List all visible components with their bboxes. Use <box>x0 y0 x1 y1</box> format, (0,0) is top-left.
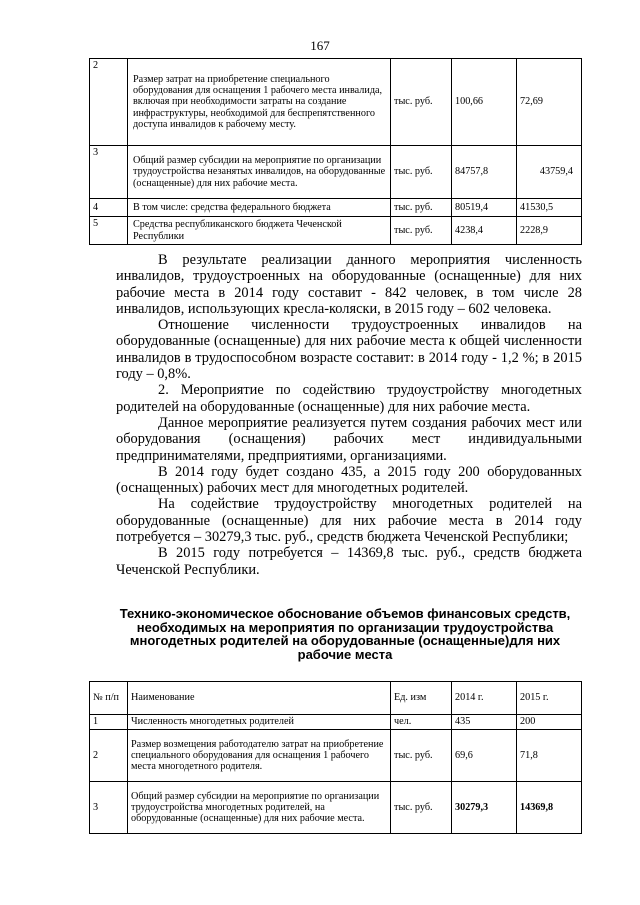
paragraph: На содействие трудоустройству многодетных родителей на оборудованные (оснащенные) для них рабочие места в 2014 году потребуется – 30279,3 тыс. руб., средств бюджета Чеченской Республики; <box>116 496 582 546</box>
table-header-row <box>90 682 582 715</box>
row-name: Размер возмещения работодателю затрат на приобретение специального оборудования для оснащения 1 рабочего места многодетного родителя. <box>128 730 391 782</box>
row-value-2014: 435 <box>452 715 517 730</box>
row-unit: тыс. руб. <box>391 146 452 199</box>
row-unit: тыс. руб. <box>391 217 452 245</box>
row-value-2015: 72,69 <box>517 59 582 146</box>
row-value-2014: 30279,3 <box>452 782 517 834</box>
row-unit: тыс. руб. <box>391 199 452 217</box>
paragraph: В 2015 году потребуется – 14369,8 тыс. руб., средств бюджета Чеченской Республики. <box>116 545 582 578</box>
row-name: В том числе: средства федерального бюджета <box>128 199 391 217</box>
table-row <box>90 715 582 730</box>
row-unit: чел. <box>391 715 452 730</box>
header-2014: 2014 г. <box>452 682 517 715</box>
table-row <box>90 782 582 834</box>
row-value-2015: 41530,5 <box>517 199 582 217</box>
section-heading: Технико-экономическое обоснование объемов финансовых средств, необходимых на мероприятия по организации трудоустройства многодетных родителей на оборудованные (оснащенные)для них рабочие места <box>119 606 571 662</box>
table-row <box>90 59 582 146</box>
row-value-2014: 84757,8 <box>452 146 517 199</box>
row-unit: тыс. руб. <box>391 59 452 146</box>
row-value-2014: 4238,4 <box>452 217 517 245</box>
header-2015: 2015 г. <box>517 682 582 715</box>
header-name: Наименование <box>128 682 391 715</box>
table-row <box>90 199 582 217</box>
row-name: Размер затрат на приобретение специального оборудования для оснащения 1 рабочего места инвалида, включая при необходимости затраты на создание инфраструктуры, необходимой для беспрепятственного доступа инвалидов к рабочему месту. <box>128 59 391 146</box>
row-number: 2 <box>90 59 128 146</box>
body-text <box>116 252 582 578</box>
row-value-2014: 80519,4 <box>452 199 517 217</box>
row-value-2014: 100,66 <box>452 59 517 146</box>
row-name: Средства республиканского бюджета Чеченской Республики <box>128 217 391 245</box>
disability-costs-table <box>89 58 582 245</box>
row-value-2015: 14369,8 <box>517 782 582 834</box>
paragraph: 2. Мероприятие по содействию трудоустройству многодетных родителей на оборудованные (оснащенные) для них рабочие места. <box>116 382 582 415</box>
row-name: Общий размер субсидии на мероприятие по организации трудоустройства многодетных родителей, на оборудованные (оснащенные) для них рабочие места. <box>128 782 391 834</box>
paragraph: В 2014 году будет создано 435, а 2015 году 200 оборудованных (оснащенных) рабочих мест для многодетных родителей. <box>116 463 582 497</box>
row-name: Общий размер субсидии на мероприятие по организации трудоустройства незанятых инвалидов, на оборудованные (оснащенные) для них рабочие места. <box>128 146 391 199</box>
table-row <box>90 217 582 245</box>
paragraph: В результате реализации данного мероприятия численность инвалидов, трудоустроенных на оборудованные (оснащенные) для них рабочие места в 2014 году составит - 842 человек, в том числе 28 инвалидов, использующих кресла-коляски, в 2015 году – 602 человека. <box>116 252 582 317</box>
table-row <box>90 730 582 782</box>
row-number: 4 <box>90 199 128 217</box>
page-number: 167 <box>310 38 330 53</box>
row-number: 3 <box>90 146 128 199</box>
row-value-2014: 69,6 <box>452 730 517 782</box>
row-number: 3 <box>90 782 128 834</box>
row-number: 2 <box>90 730 128 782</box>
paragraph: Отношение численности трудоустроенных инвалидов на оборудованные (оснащенные) для них рабочие места к общей численности инвалидов в трудоспособном возрасте составит: в 2014 году - 1,2 %; в 2015 году – 0,8%. <box>116 317 582 383</box>
row-value-2015: 200 <box>517 715 582 730</box>
row-number: 1 <box>90 715 128 730</box>
row-value-2015: 43759,4 <box>517 146 582 199</box>
row-name: Численность многодетных родителей <box>128 715 391 730</box>
row-number: 5 <box>90 217 128 245</box>
header-number: № п/п <box>90 682 128 715</box>
row-value-2015: 2228,9 <box>517 217 582 245</box>
table-row <box>90 146 582 199</box>
row-unit: тыс. руб. <box>391 782 452 834</box>
large-families-costs-table <box>89 681 582 834</box>
paragraph: Данное мероприятие реализуется путем создания рабочих мест или оборудования (оснащения) рабочих мест индивидуальными предпринимателями, предприятиями, организациями. <box>116 414 582 464</box>
header-unit: Ед. изм <box>391 682 452 715</box>
row-unit: тыс. руб. <box>391 730 452 782</box>
row-value-2015: 71,8 <box>517 730 582 782</box>
